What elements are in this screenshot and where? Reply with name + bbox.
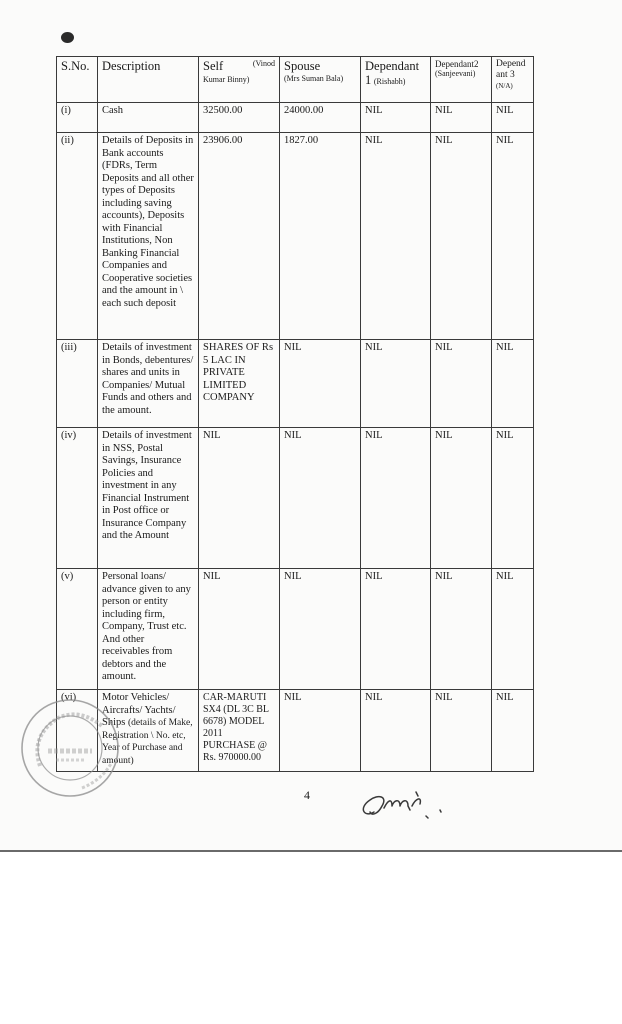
- header-spouse: Spouse (Mrs Suman Bala): [280, 57, 361, 103]
- row-description: Details of investment in Bonds, debentures/ shares and units in Companies/ Mutual Funds and others and the amount.: [98, 340, 199, 428]
- table-row: [57, 133, 534, 340]
- spouse-value: NIL: [280, 428, 361, 569]
- self-value: SHARES OF Rs 5 LAC IN PRIVATE LIMITED COMPANY: [199, 340, 280, 428]
- row-number: (v): [57, 569, 98, 690]
- header-dependant-1: Dependant 1 (Rishabh): [361, 57, 431, 103]
- row-description: Details of investment in NSS, Postal Savings, Insurance Policies and investment in any Financial Instrument in Post office or Insurance Company and the Amount: [98, 428, 199, 569]
- header-dependant-3: Dependant 3 (N/A): [492, 57, 534, 103]
- header-self: Self (Vinod Kumar Binny): [199, 57, 280, 103]
- page-number: 4: [304, 788, 310, 802]
- row-description-main: Motor Vehicles/ Aircrafts/ Yachts/ Ships: [102, 692, 176, 728]
- header-sno: S.No.: [57, 57, 98, 103]
- spouse-value: NIL: [280, 569, 361, 690]
- spouse-value: NIL: [280, 690, 361, 772]
- spouse-value: NIL: [280, 340, 361, 428]
- dependant-2-value: NIL: [431, 340, 492, 428]
- row-description-detail: (details of Make, Registration \ No. etc, Year of Purchase and amount): [102, 718, 193, 766]
- row-number: (vi): [57, 690, 98, 772]
- dependant-2-value: NIL: [431, 133, 492, 340]
- dependant-1-value: NIL: [361, 569, 431, 690]
- punch-hole-mark: [61, 32, 74, 43]
- assets-declaration-table: [56, 56, 534, 772]
- table-row: [57, 340, 534, 428]
- self-value: 32500.00: [199, 103, 280, 133]
- self-value: NIL: [199, 428, 280, 569]
- table-row: [57, 428, 534, 569]
- dependant-1-value: NIL: [361, 690, 431, 772]
- dependant-1-value: NIL: [361, 340, 431, 428]
- dependant-2-value: NIL: [431, 103, 492, 133]
- self-value: 23906.00: [199, 133, 280, 340]
- table-row: [57, 690, 534, 772]
- dependant-3-value: NIL: [492, 569, 534, 690]
- row-description: Personal loans/ advance given to any person or entity including firm, Company, Trust etc. And other receivables from debtors and the amount.: [98, 569, 199, 690]
- header-dependant-2: Dependant2 (Sanjeevani): [431, 57, 492, 103]
- dependant-3-value: NIL: [492, 690, 534, 772]
- row-number: (i): [57, 103, 98, 133]
- dependant-3-value: NIL: [492, 103, 534, 133]
- dependant-3-value: NIL: [492, 428, 534, 569]
- self-value: CAR-MARUTI SX4 (DL 3C BL 6678) MODEL 2011 PURCHASE @ Rs. 970000.00: [199, 690, 280, 772]
- dependant-1-value: NIL: [361, 133, 431, 340]
- dependant-2-value: NIL: [431, 690, 492, 772]
- header-row: [57, 57, 534, 103]
- row-description: Cash: [98, 103, 199, 133]
- row-number: (iv): [57, 428, 98, 569]
- row-number: (ii): [57, 133, 98, 340]
- spouse-value: 1827.00: [280, 133, 361, 340]
- dependant-1-value: NIL: [361, 428, 431, 569]
- dependant-3-value: NIL: [492, 340, 534, 428]
- notary-seal-stamp: [18, 696, 122, 800]
- header-description: Description: [98, 57, 199, 103]
- table-row: [57, 569, 534, 690]
- table-row: [57, 103, 534, 133]
- dependant-2-value: NIL: [431, 569, 492, 690]
- spouse-value: 24000.00: [280, 103, 361, 133]
- row-description: Details of Deposits in Bank accounts (FDRs, Term Deposits and all other types of Deposits including saving accounts), Deposits with Financial Institutions, Non Banking Financial Companies and Cooperative societies and the amount in \ each such deposit: [98, 133, 199, 340]
- handwritten-signature: [356, 782, 456, 826]
- dependant-3-value: NIL: [492, 133, 534, 340]
- row-number: (iii): [57, 340, 98, 428]
- dependant-1-value: NIL: [361, 103, 431, 133]
- dependant-2-value: NIL: [431, 428, 492, 569]
- self-value: NIL: [199, 569, 280, 690]
